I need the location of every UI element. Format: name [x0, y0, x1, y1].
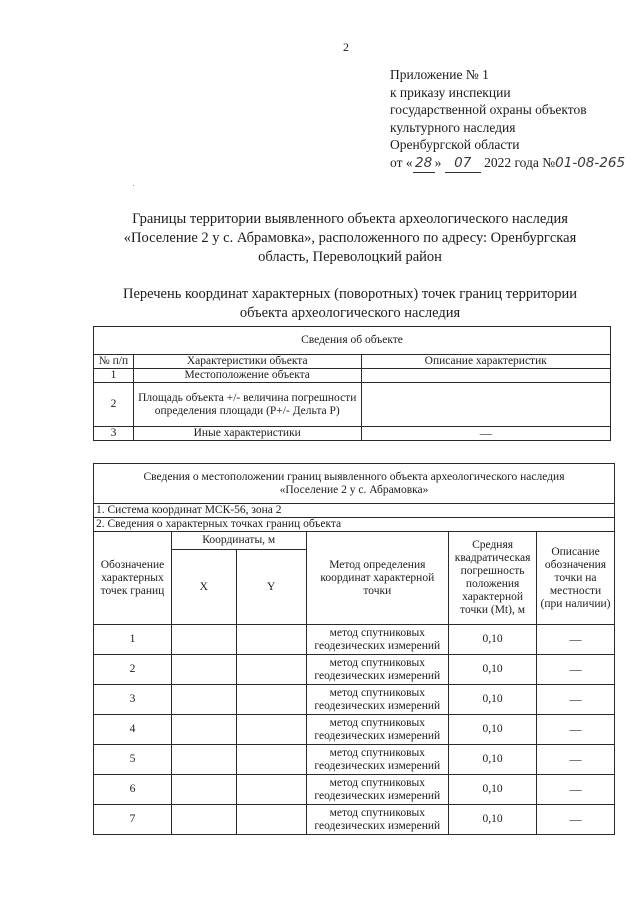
- table-row: [94, 715, 615, 745]
- appendix-header: [390, 66, 625, 173]
- col-method-header: Метод определения координат характерной точки: [306, 532, 449, 625]
- point-x: [171, 775, 236, 805]
- appendix-line: к приказу инспекции: [390, 84, 511, 100]
- header-line: Сведения о местоположении границ выявленного объекта археологического наследия: [143, 470, 565, 483]
- table-row: [94, 685, 615, 715]
- col-desc-header: Описание характеристик: [361, 355, 611, 369]
- point-method: метод спутниковых геодезических измерений: [306, 655, 449, 685]
- points-table-header: [94, 464, 615, 504]
- col-designation-header: Обозначение характерных точек границ: [94, 532, 172, 625]
- point-x: [171, 745, 236, 775]
- point-y: [236, 775, 306, 805]
- appendix-line: Приложение № 1: [390, 67, 489, 82]
- point-error: 0,10: [449, 745, 537, 775]
- point-error: 0,10: [449, 685, 537, 715]
- row-num: 3: [94, 427, 134, 441]
- page-number: 2: [343, 40, 349, 54]
- table-row: [94, 775, 615, 805]
- point-desc: —: [537, 685, 615, 715]
- point-x: [171, 625, 236, 655]
- point-method: метод спутниковых геодезических измерений: [306, 715, 449, 745]
- point-error: 0,10: [449, 655, 537, 685]
- point-x: [171, 655, 236, 685]
- point-error: 0,10: [449, 715, 537, 745]
- point-method: метод спутниковых геодезических измерений: [306, 745, 449, 775]
- point-y: [236, 715, 306, 745]
- point-x: [171, 715, 236, 745]
- point-desc: —: [537, 655, 615, 685]
- table-row: [94, 745, 615, 775]
- object-info-table: [93, 326, 611, 441]
- handwritten-order-number: 01-08-265: [555, 154, 626, 171]
- point-id: 7: [94, 805, 172, 835]
- point-error: 0,10: [449, 805, 537, 835]
- col-x-header: X: [171, 550, 236, 625]
- row-desc: [361, 383, 611, 427]
- point-id: 2: [94, 655, 172, 685]
- row-desc: —: [361, 427, 611, 441]
- point-desc: —: [537, 745, 615, 775]
- col-y-header: Y: [236, 550, 306, 625]
- row-num: 1: [94, 369, 134, 383]
- table-row: [94, 805, 615, 835]
- col-desc-header: Описание обозначения точки на местности (при наличии): [537, 532, 615, 625]
- point-desc: —: [537, 715, 615, 745]
- col-error-header: Средняя квадратическая погрешность положения характерной точки (Mt), м: [449, 532, 537, 625]
- points-section-title: 2. Сведения о характерных точках границ объекта: [94, 518, 615, 532]
- col-char-header: Характеристики объекта: [133, 355, 361, 369]
- point-method: метод спутниковых геодезических измерений: [306, 775, 449, 805]
- object-info-header: Сведения об объекте: [94, 327, 611, 355]
- table-row: [94, 625, 615, 655]
- appendix-line: культурного наследия: [390, 119, 516, 135]
- document-subtitle: [90, 285, 610, 323]
- point-desc: —: [537, 775, 615, 805]
- row-char: Площадь объекта +/- величина погрешности определения площади (Р+/- Дельта Р): [133, 383, 361, 427]
- handwritten-day: 28: [413, 155, 435, 174]
- document-title: [90, 210, 610, 267]
- point-id: 3: [94, 685, 172, 715]
- row-char: Иные характеристики: [133, 427, 361, 441]
- point-y: [236, 745, 306, 775]
- table-row: [94, 369, 611, 383]
- point-method: метод спутниковых геодезических измерений: [306, 805, 449, 835]
- point-method: метод спутниковых геодезических измерений: [306, 625, 449, 655]
- table-row: [94, 427, 611, 441]
- col-coords-header: Координаты, м: [171, 532, 306, 550]
- point-error: 0,10: [449, 625, 537, 655]
- points-table: [93, 463, 615, 835]
- date-suffix: 2022 года №: [480, 154, 556, 170]
- date-mid: »: [434, 154, 445, 170]
- date-prefix: от «: [390, 154, 413, 170]
- point-id: 4: [94, 715, 172, 745]
- title-line: «Поселение 2 у с. Абрамовка», расположенного по адресу: Оренбургская: [123, 230, 577, 246]
- point-id: 1: [94, 625, 172, 655]
- scan-speck: ·: [132, 181, 136, 192]
- coordinate-system: 1. Система координат МСК-56, зона 2: [94, 504, 615, 518]
- row-char: Местоположение объекта: [133, 369, 361, 383]
- table-row: [94, 655, 615, 685]
- point-y: [236, 805, 306, 835]
- point-id: 5: [94, 745, 172, 775]
- row-desc: [361, 369, 611, 383]
- title-line: Границы территории выявленного объекта археологического наследия: [132, 211, 568, 227]
- appendix-line: Оренбургской области: [390, 137, 520, 152]
- point-desc: —: [537, 625, 615, 655]
- point-x: [171, 685, 236, 715]
- appendix-line: государственной охраны объектов: [390, 102, 587, 117]
- point-error: 0,10: [449, 775, 537, 805]
- order-date-line: [390, 154, 625, 174]
- table-row: [94, 383, 611, 427]
- row-num: 2: [94, 383, 134, 427]
- point-desc: —: [537, 805, 615, 835]
- point-method: метод спутниковых геодезических измерений: [306, 685, 449, 715]
- subtitle-line: объекта археологического наследия: [239, 305, 461, 321]
- header-line: «Поселение 2 у с. Абрамовка»: [279, 483, 429, 496]
- point-x: [171, 805, 236, 835]
- point-y: [236, 655, 306, 685]
- subtitle-line: Перечень координат характерных (поворотных) точек границ территории: [122, 286, 578, 302]
- point-y: [236, 625, 306, 655]
- handwritten-month: 07: [445, 155, 481, 174]
- point-id: 6: [94, 775, 172, 805]
- point-y: [236, 685, 306, 715]
- title-line: область, Переволоцкий район: [258, 249, 442, 265]
- col-num-header: № п/п: [94, 355, 134, 369]
